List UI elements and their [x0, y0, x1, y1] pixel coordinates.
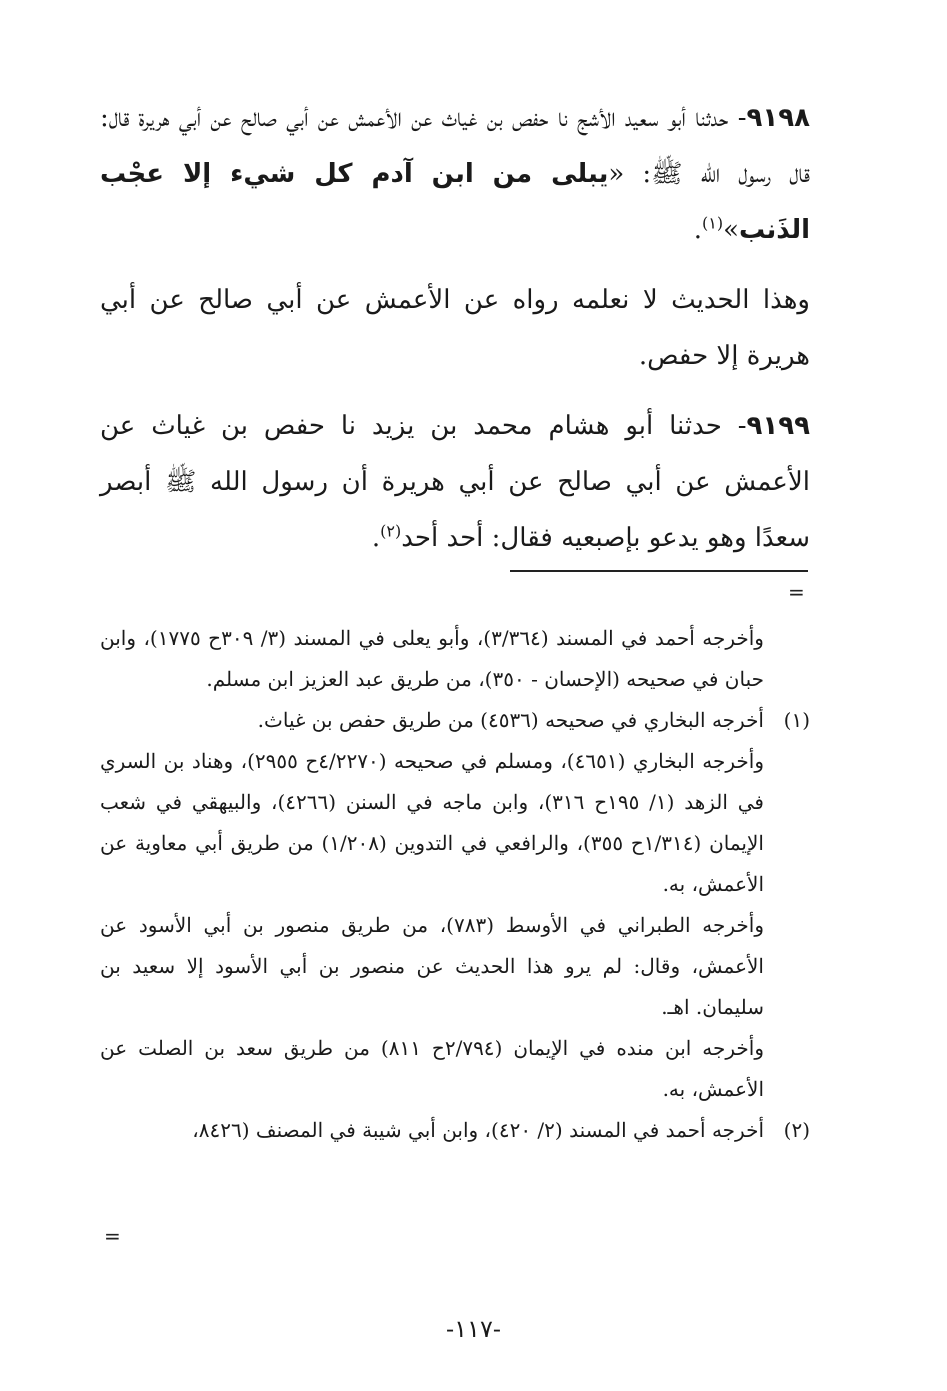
footnote-1	[100, 700, 810, 741]
footnote-2	[100, 1110, 810, 1151]
footnote-continued: وأخرجه أحمد في المسند (٣/٣٦٤)، وأبو يعلى في المسند (٣/ ٣٠٩ح ١٧٧٥)، وابن حبان في صحيحه (الإحسان - ٣٥٠)، من طريق عبد العزيز ابن مسلم.	[100, 626, 764, 691]
continued-from-previous-mark: =	[788, 580, 805, 604]
footnote-1-paragraph: وأخرجه الطبراني في الأوسط (٧٨٣)، من طريق منصور بن أبي الأسود عن الأعمش، وقال: لم يرو هذا الحديث عن منصور بن أبي الأسود إلا سعيد بن سليمان. اهـ.	[100, 913, 764, 1019]
footnote-1-paragraph: وأخرجه البخاري (٤٦٥١)، ومسلم في صحيحه (٤/٢٢٧٠ح ٢٩٥٥)، وهناد بن السري في الزهد (١/ ١٩٥ح ٣١٦)، وابن ماجه في السنن (٤٢٦٦)، والبيهقي في شعب الإيمان (١/٣١٤ح ٣٥٥)، والرافعي في التدوين (١/٢٠٨) من طريق أبي معاوية عن الأعمش، به.	[100, 749, 765, 896]
hadith-end: .	[371, 523, 381, 553]
footnote-separator	[510, 570, 808, 572]
hadith-text: - حدثنا أبو هشام محمد بن يزيد نا حفص بن غياث عن الأعمش عن أبي صالح عن أبي هريرة أن رسول الله ﷺ أبصر سعدًا وهو يدعو بإصبعيه فقال: أحد أحد	[100, 411, 810, 553]
quote-close: »	[723, 215, 740, 245]
footnote-ref-1[interactable]: (١)	[702, 213, 724, 233]
page-number: -١١٧-	[446, 1315, 501, 1343]
hadith-9199	[100, 398, 810, 566]
hadith-chain-text: - حدثنا أبو سعيد الأشج نا حفص بن غياث عن الأعمش عن أبي صالح عن أبي هريرة قال: قال رسول الله ﷺ: «	[100, 103, 810, 189]
hadith-number: ٩١٩٩	[746, 411, 810, 441]
hadith-end: .	[693, 215, 702, 245]
footnotes	[100, 618, 810, 1151]
footnote-1-text: أخرجه البخاري في صحيحه (٤٥٣٦) من طريق حفص بن غياث.	[257, 708, 764, 732]
hadith-9198	[100, 90, 810, 258]
footnote-2-text: أخرجه أحمد في المسند (٢/ ٤٢٠)، وابن أبي شيبة في المصنف (٨٤٢٦،	[192, 1118, 764, 1142]
footnote-2-label: (٢)	[783, 1118, 810, 1142]
hadith-quote: يبلى من ابن آدم كل شيء إلا عجْب الذَنب	[100, 159, 810, 245]
footnote-1-label: (١)	[783, 708, 810, 732]
hadith-number: ٩١٩٨	[746, 103, 810, 133]
continues-on-next-mark: =	[104, 1224, 121, 1248]
footnote-ref-2[interactable]: (٢)	[380, 521, 402, 541]
footnote-1-paragraph: وأخرجه ابن منده في الإيمان (٢/٧٩٤ح ٨١١) من طريق سعد بن الصلت عن الأعمش، به.	[100, 1036, 764, 1101]
hadith-9198-comment: وهذا الحديث لا نعلمه رواه عن الأعمش عن أبي صالح عن أبي هريرة إلا حفص.	[100, 285, 810, 371]
